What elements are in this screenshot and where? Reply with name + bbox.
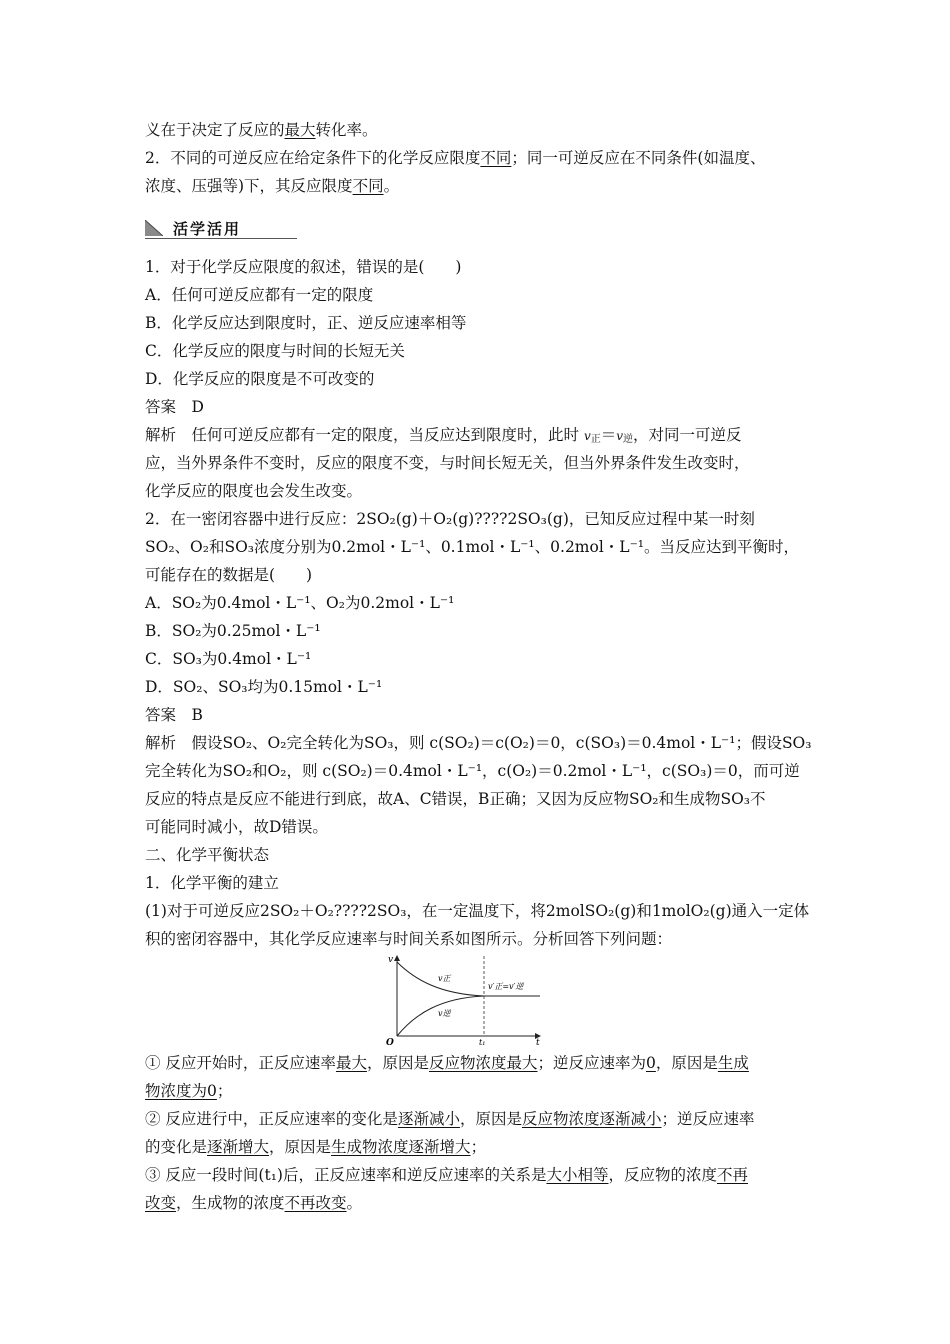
q2-stem-line-3: 可能存在的数据是( ) xyxy=(145,566,313,584)
text: 。 xyxy=(383,177,400,195)
q2-answer: 答案 B xyxy=(145,706,203,724)
q1-stem: 1．对于化学反应限度的叙述，错误的是( ) xyxy=(145,258,462,276)
text: 浓度、压强等)下，其反应限度 xyxy=(145,177,353,195)
q2-explanation-line-3: 反应的特点是反应不能进行到底，故A、C错误，B正确；又因为反应物SO₂和生成物SO₃不 xyxy=(145,790,766,808)
part2-paragraph-line-1: (1)对于可逆反应2SO₂＋O₂????2SO₃，在一定温度下，将2molSO₂(g)和1molO₂(g)通入一定体 xyxy=(145,902,810,920)
q2-option-c: C．SO₃为0.4mol・L⁻¹ xyxy=(145,650,312,668)
part2-heading: 二、化学平衡状态 xyxy=(145,846,270,864)
underlined-answer: 大小相等 xyxy=(546,1166,609,1184)
underlined-answer: 改变 xyxy=(145,1194,177,1212)
underlined-answer: 生成 xyxy=(717,1054,749,1072)
intro-line-2 xyxy=(145,147,765,169)
underlined-answer: 生成物浓度逐渐增大 xyxy=(331,1138,471,1156)
t1-label: t₁ xyxy=(479,1038,486,1046)
text: ，反应物的浓度 xyxy=(608,1166,717,1184)
underlined-answer: 物浓度为0 xyxy=(145,1082,217,1100)
section-triangle-icon xyxy=(145,220,163,236)
underlined-answer: 逐渐减小 xyxy=(397,1110,460,1128)
q2-explanation-line-1: 解析 假设SO₂、O₂完全转化为SO₃，则 c(SO₂)＝c(O₂)＝0，c(SO₃)＝0.4mol・L⁻¹；假设SO₃ xyxy=(145,734,812,752)
y-axis-label: v xyxy=(388,955,394,965)
intro-line-1 xyxy=(145,119,378,141)
x-axis-label: t xyxy=(536,1038,540,1046)
answer-2-line-2 xyxy=(145,1136,486,1158)
text: ，原因是 xyxy=(459,1110,522,1128)
section-rule xyxy=(145,238,297,239)
text: ，原因是 xyxy=(655,1054,718,1072)
section-heading xyxy=(145,216,297,240)
underlined-answer: 不同 xyxy=(480,149,512,167)
q1-option-c: C．化学反应的限度与时间的长短无关 xyxy=(145,342,405,360)
v-forward-label: v正 xyxy=(438,974,451,983)
q2-option-d: D．SO₂、SO₃均为0.15mol・L⁻¹ xyxy=(145,678,383,696)
answer-1-line-1 xyxy=(145,1052,749,1074)
text: ；逆反应速率为 xyxy=(537,1054,646,1072)
intro-line-3 xyxy=(145,175,399,197)
q1-option-d: D．化学反应的限度是不可改变的 xyxy=(145,370,375,388)
origin-label: O xyxy=(386,1038,394,1046)
q1-explanation-line-2: 应，当外界条件不变时，反应的限度不变，与时间长短无关，但当外界条件发生改变时， xyxy=(145,454,750,472)
v-symbol: v xyxy=(616,429,624,443)
v-symbol: v xyxy=(583,429,591,443)
rate-time-graph xyxy=(380,950,550,1046)
q2-option-b: B．SO₂为0.25mol・L⁻¹ xyxy=(145,622,321,640)
q1-explanation-line-3: 化学反应的限度也会发生改变。 xyxy=(145,482,363,500)
text: ； xyxy=(216,1082,233,1100)
text: 2．不同的可逆反应在给定条件下的化学反应限度 xyxy=(145,149,481,167)
text: ① 反应开始时，正反应速率 xyxy=(145,1054,336,1072)
underlined-answer: 0 xyxy=(646,1054,656,1072)
text: ，原因是 xyxy=(366,1054,429,1072)
equilibrium-label: v′正=v′逆 xyxy=(488,982,524,991)
q2-stem-line-1: 2．在一密闭容器中进行反应：2SO₂(g)＋O₂(g)????2SO₃(g)，已知反应过程中某一时刻 xyxy=(145,510,755,528)
text: ＝ xyxy=(600,426,617,444)
text: 的变化是 xyxy=(145,1138,208,1156)
text: ；逆反应速率 xyxy=(661,1110,755,1128)
text: 。 xyxy=(346,1194,363,1212)
q1-option-a: A．任何可逆反应都有一定的限度 xyxy=(145,286,374,304)
subscript: 正 xyxy=(590,434,601,445)
text: ，对同一可逆反 xyxy=(633,426,742,444)
answer-3-line-1 xyxy=(145,1164,748,1186)
underlined-answer: 不再 xyxy=(717,1166,749,1184)
v-reverse-label: v逆 xyxy=(438,1009,451,1018)
text: 转化率。 xyxy=(315,121,378,139)
answer-1-line-2 xyxy=(145,1080,232,1102)
q1-explanation-line-1 xyxy=(145,424,742,451)
underlined-answer: 反应物浓度最大 xyxy=(428,1054,538,1072)
text: ② 反应进行中，正反应速率的变化是 xyxy=(145,1110,398,1128)
text: ③ 反应一段时间(t₁)后，正反应速率和逆反应速率的关系是 xyxy=(145,1166,547,1184)
part2-paragraph-line-2: 积的密闭容器中，其化学反应速率与时间关系如图所示。分析回答下列问题： xyxy=(145,930,673,948)
q2-stem-line-2: SO₂、O₂和SO₃浓度分别为0.2mol・L⁻¹、0.1mol・L⁻¹、0.2mol・L⁻¹。当反应达到平衡时， xyxy=(145,538,799,556)
answer-2-line-1 xyxy=(145,1108,755,1130)
q1-answer: 答案 D xyxy=(145,398,204,416)
underlined-answer: 最大 xyxy=(335,1054,367,1072)
q1-option-b: B．化学反应达到限度时，正、逆反应速率相等 xyxy=(145,314,467,332)
underlined-answer: 不再改变 xyxy=(284,1194,347,1212)
text: ，生成物的浓度 xyxy=(176,1194,285,1212)
q2-explanation-line-4: 可能同时减小，故D错误。 xyxy=(145,818,328,836)
underlined-answer: 反应物浓度逐渐减小 xyxy=(521,1110,662,1128)
text: 解析 任何可逆反应都有一定的限度，当反应达到限度时，此时 xyxy=(145,426,584,444)
underlined-answer: 不同 xyxy=(352,177,384,195)
subscript: 逆 xyxy=(623,434,634,445)
part2-subheading: 1．化学平衡的建立 xyxy=(145,874,279,892)
underlined-answer: 最大 xyxy=(284,121,316,139)
q2-option-a: A．SO₂为0.4mol・L⁻¹、O₂为0.2mol・L⁻¹ xyxy=(145,594,455,612)
section-title: 活学活用 xyxy=(173,220,242,238)
text: ，原因是 xyxy=(269,1138,332,1156)
text: ； xyxy=(470,1138,487,1156)
text: ；同一可逆反应在不同条件(如温度、 xyxy=(511,149,766,167)
q2-explanation-line-2: 完全转化为SO₂和O₂，则 c(SO₂)＝0.4mol・L⁻¹，c(O₂)＝0.2mol・L⁻¹，c(SO₃)＝0，而可逆 xyxy=(145,762,800,780)
answer-3-line-2 xyxy=(145,1192,362,1214)
text: 义在于决定了反应的 xyxy=(145,121,285,139)
underlined-answer: 逐渐增大 xyxy=(207,1138,270,1156)
